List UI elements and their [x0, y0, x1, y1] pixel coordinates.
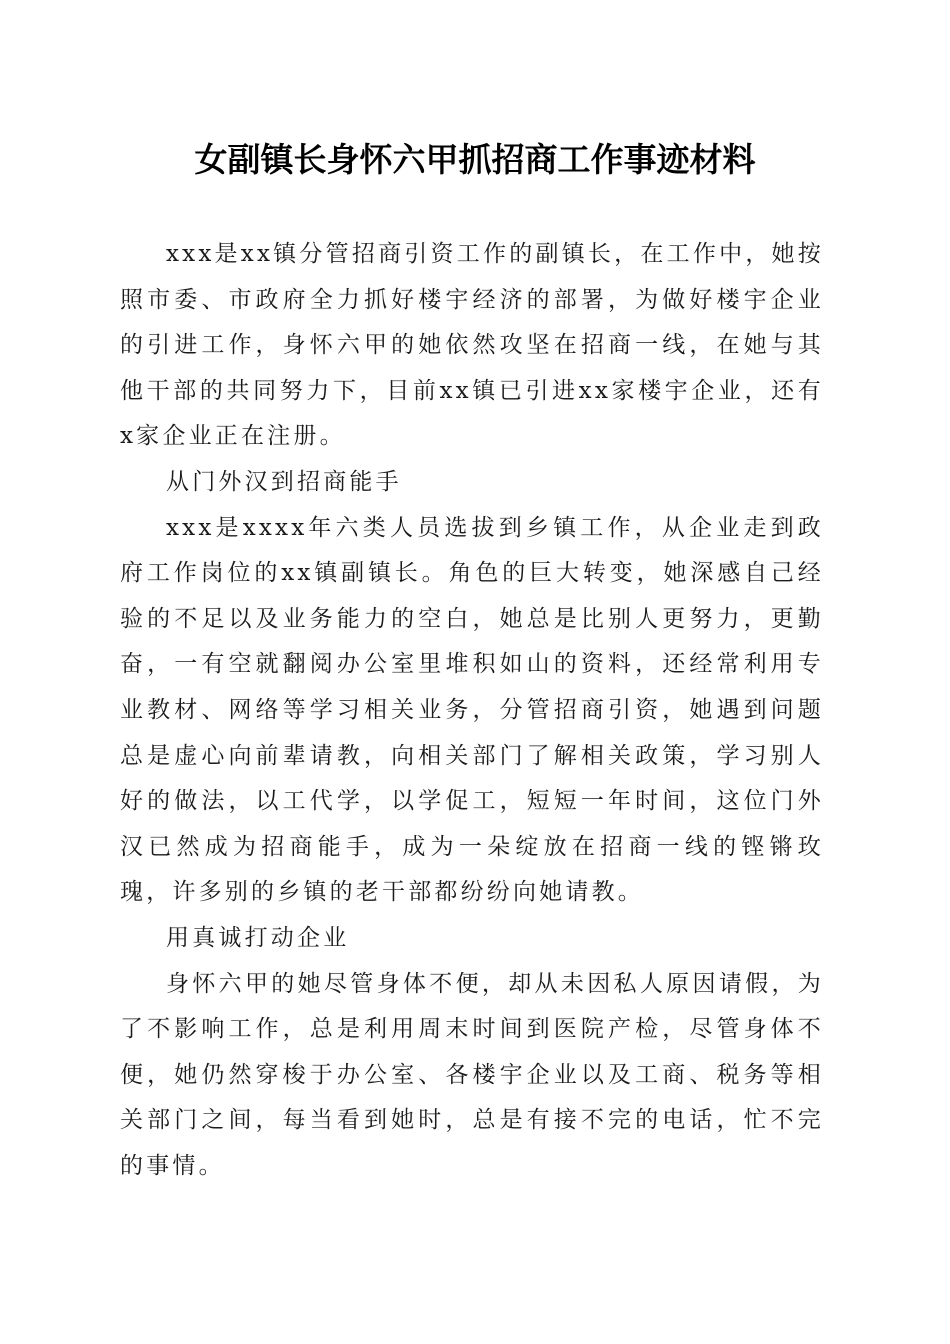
section-heading-2: 用真诚打动企业	[166, 924, 350, 951]
intro-paragraph: xxx是xx镇分管招商引资工作的副镇长，在工作中，她按照市委、市政府全力抓好楼宇经济的部署，为做好楼宇企业的引进工作，身怀六甲的她依然攻坚在招商一线，在她与其他干部的共同努力下，目前xx镇已引进xx家楼宇企业，还有x家企业正在注册。	[120, 241, 824, 450]
document-body	[120, 232, 824, 1189]
document-title: 女副镇长身怀六甲抓招商工作事迹材料	[194, 140, 756, 179]
section-2-paragraph: 身怀六甲的她尽管身体不便，却从未因私人原因请假，为了不影响工作，总是利用周末时间到医院产检，尽管身体不便，她仍然穿梭于办公室、各楼宇企业以及工商、税务等相关部门之间，每当看到她时，总是有接不完的电话，忙不完的事情。	[120, 970, 824, 1179]
section-1-paragraph: xxx是xxxx年六类人员选拔到乡镇工作，从企业走到政府工作岗位的xx镇副镇长。角色的巨大转变，她深感自己经验的不足以及业务能力的空白，她总是比别人更努力，更勤奋，一有空就翻阅办公室里堆积如山的资料，还经常利用专业教材、网络等学习相关业务，分管招商引资，她遇到问题总是虚心向前辈请教，向相关部门了解相关政策，学习别人好的做法，以工代学，以学促工，短短一年时间，这位门外汉已然成为招商能手，成为一朵绽放在招商一线的铿锵玫瑰，许多别的乡镇的老干部都纷纷向她请教。	[120, 514, 824, 906]
section-heading-1: 从门外汉到招商能手	[166, 468, 402, 495]
